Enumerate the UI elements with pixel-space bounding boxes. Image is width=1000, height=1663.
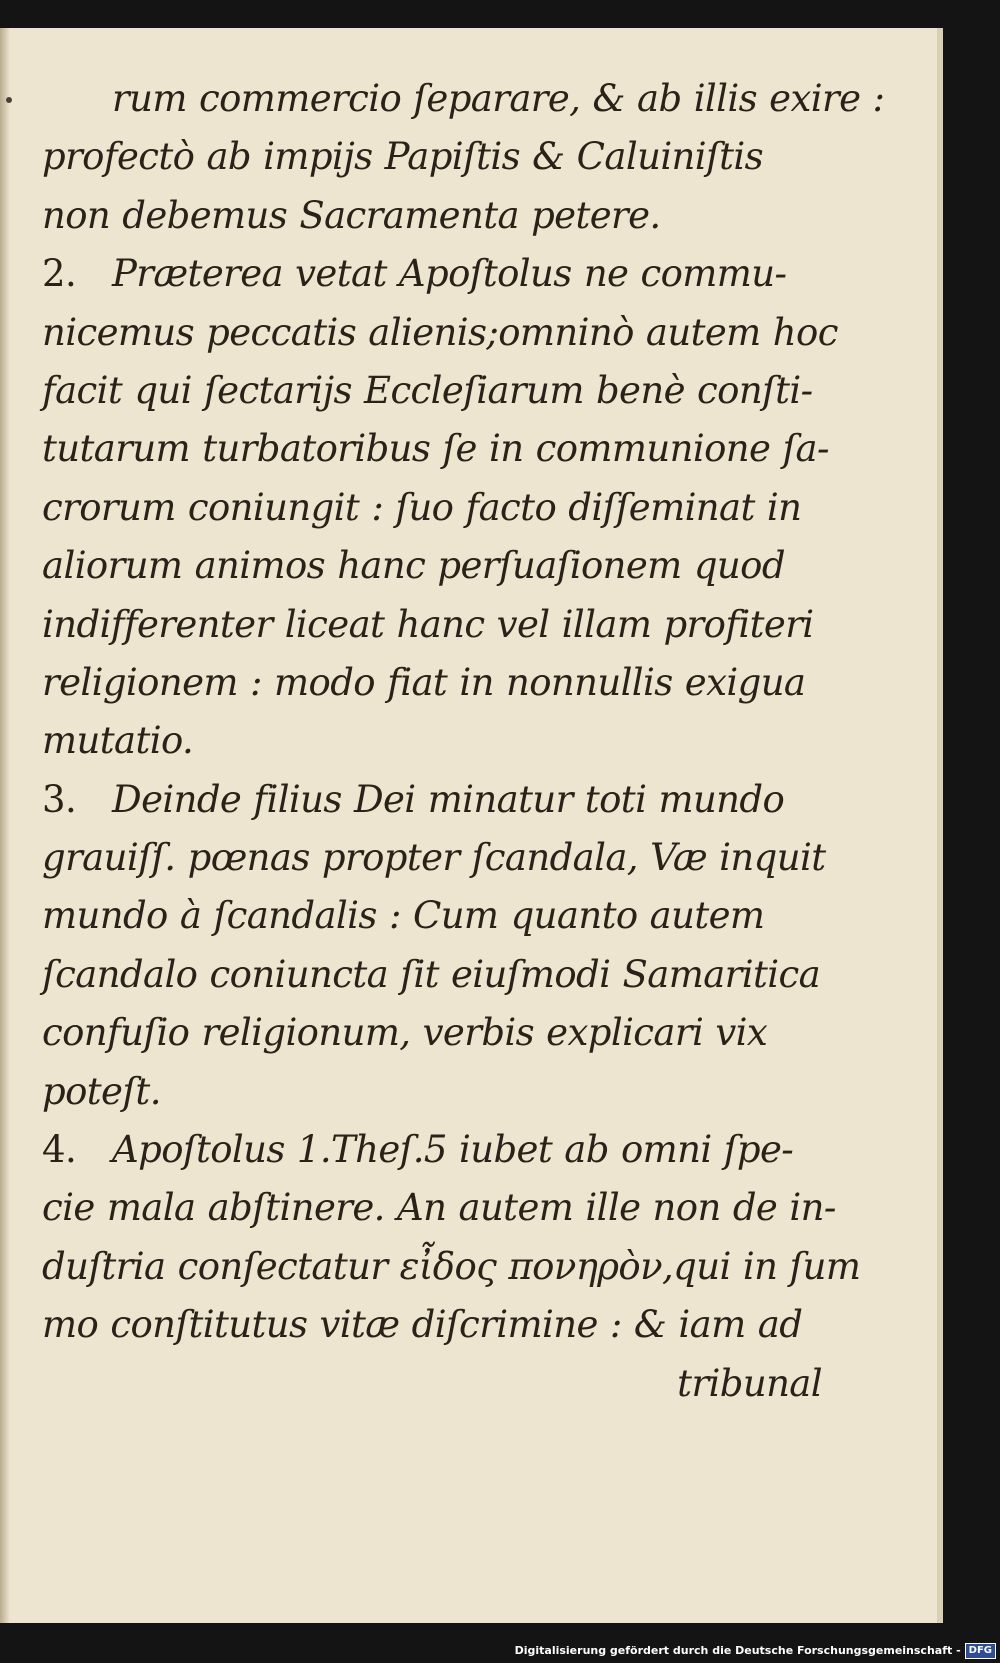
line-text: mo conſtitutus vitæ diſcrimine : & iam ad	[42, 1303, 803, 1347]
text-line	[42, 245, 822, 303]
line-text: ſcandalo coniuncta ſit eiuſmodi Samaritica	[42, 952, 821, 996]
catchword	[42, 1355, 822, 1413]
text-line	[42, 1238, 861, 1296]
paragraph-number: 3.	[42, 777, 77, 821]
line-text: nicemus peccatis alienis;omninò autem hoc	[42, 310, 838, 354]
text-line	[42, 887, 822, 945]
text-line	[42, 946, 822, 1004]
text-line	[42, 479, 822, 537]
text-line	[42, 70, 885, 128]
text-line	[42, 1121, 822, 1179]
line-text: confuſio religionum, verbis explicari vix	[42, 1011, 768, 1055]
line-text: facit qui ſectarijs Eccleſiarum benè conſti-	[42, 368, 813, 412]
line-text: mutatio.	[42, 719, 194, 763]
line-text: duſtria conſectatur εἶδος πονηρὸν,qui in ſum	[42, 1244, 861, 1288]
paragraph-number: 2.	[42, 252, 77, 296]
text-line	[42, 537, 822, 595]
text-line	[42, 771, 822, 829]
text-line	[42, 420, 829, 478]
text-line	[42, 712, 822, 770]
text-line	[42, 1063, 822, 1121]
text-line	[42, 362, 822, 420]
text-line	[42, 1004, 822, 1062]
text-line	[42, 187, 822, 245]
line-text: crorum coniungit : ſuo facto diſſeminat in	[42, 485, 802, 529]
catchword-text: tribunal	[677, 1361, 822, 1405]
line-text: Apoſtolus 1.Theſ.5 iubet ab omni ſpe-	[112, 1128, 794, 1172]
line-text: rum commercio ſeparare, & ab illis exire :	[112, 77, 885, 120]
line-text: tutarum turbatoribus ſe in communione ſa-	[42, 427, 829, 471]
line-text: grauiſſ. pœnas propter ſcandala, Væ inquit	[42, 836, 826, 880]
line-text: religionem : modo fiat in nonnullis exigua	[42, 660, 806, 704]
line-text: mundo à ſcandalis : Cum quanto autem	[42, 894, 765, 938]
text-line	[42, 1296, 822, 1354]
margin-mark	[6, 97, 12, 103]
text-line	[42, 128, 822, 186]
line-text: non debemus Sacramenta petere.	[42, 193, 661, 237]
line-text: aliorum animos hanc perſuaſionem quod	[42, 544, 785, 588]
text-line	[42, 829, 826, 887]
text-line	[42, 596, 822, 654]
line-text: Præterea vetat Apoſtolus ne commu-	[112, 252, 787, 296]
text-line	[42, 654, 822, 712]
paragraph-number: 4.	[42, 1128, 77, 1172]
line-text: Deinde filius Dei minatur toti mundo	[112, 777, 785, 821]
line-text: cie mala abſtinere. An autem ille non de in-	[42, 1186, 836, 1230]
line-text: indifferenter liceat hanc vel illam profiteri	[42, 602, 814, 646]
page-gutter-shadow	[0, 28, 10, 1623]
line-text: profectò ab impijs Papiſtis & Caluiniſtis	[42, 135, 763, 179]
digitization-credit	[507, 1639, 1000, 1663]
text-line	[42, 1179, 836, 1237]
line-text: poteſt.	[42, 1069, 161, 1113]
dfg-logo: DFG	[965, 1643, 996, 1659]
page-text	[42, 70, 885, 1413]
credit-text: Digitalisierung gefördert durch die Deutsche Forschungsgemeinschaft -	[514, 1644, 961, 1657]
text-line	[42, 304, 838, 362]
